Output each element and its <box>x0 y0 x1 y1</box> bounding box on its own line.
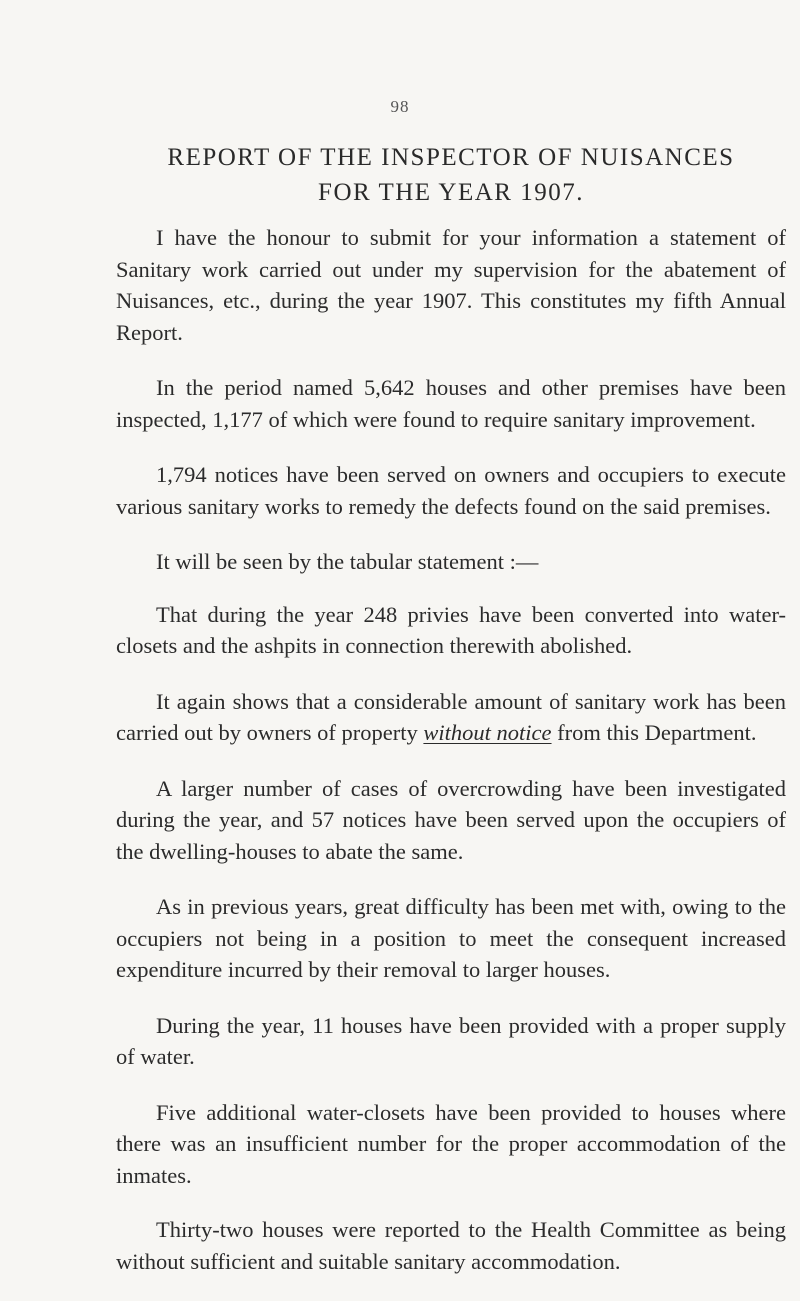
paragraph-text-after: from this Department. <box>551 720 757 745</box>
report-body <box>116 222 786 1301</box>
report-title-line-1: REPORT OF THE INSPECTOR OF NUISANCES <box>167 144 735 171</box>
emphasized-text: without notice <box>423 720 552 745</box>
paragraph-privies: That during the year 248 privies have been converted into water-closets and the ashpits in connection therewith abolished. <box>116 601 786 658</box>
paragraph-intro: I have the honour to submit for your information a statement of Sanitary work carried out under my supervision for the abatement of Nuisances, etc., during the year 1907. This constitutes my fifth Annual Report. <box>116 225 786 345</box>
page-number: 98 <box>390 97 410 116</box>
report-title-line-2: FOR THE YEAR 1907. <box>318 179 584 206</box>
paragraph-tabular-statement: It will be seen by the tabular statement :— <box>156 549 539 574</box>
report-title <box>116 140 786 210</box>
paragraph-inspections: In the period named 5,642 houses and other premises have been inspected, 1,177 of which were found to require sanitary improvement. <box>116 375 786 432</box>
paragraph-work-without-notice <box>116 686 786 749</box>
paragraph-text-before: It again shows that a considerable amount of sanitary work has been carried out by owners of property <box>116 688 786 745</box>
paragraph-water-supply: During the year, 11 houses have been provided with a proper supply of water. <box>116 1012 786 1069</box>
paragraph-health-committee: Thirty-two houses were reported to the Health Committee as being without sufficient and suitable sanitary accommodation. <box>116 1217 786 1274</box>
paragraph-water-closets: Five additional water-closets have been provided to houses where there was an insufficient number for the proper accommodation of the inmates. <box>116 1099 786 1188</box>
paragraph-difficulty: As in previous years, great difficulty has been met with, owing to the occupiers not being in a position to meet the consequent increased expenditure incurred by their removal to larger houses. <box>116 894 786 982</box>
paragraph-notices: 1,794 notices have been served on owners and occupiers to execute various sanitary works to remedy the defects found on the said premises. <box>116 462 786 519</box>
paragraph-overcrowding: A larger number of cases of overcrowding have been investigated during the year, and 57 notices have been served upon the occupiers of the dwelling-houses to abate the same. <box>116 775 786 864</box>
